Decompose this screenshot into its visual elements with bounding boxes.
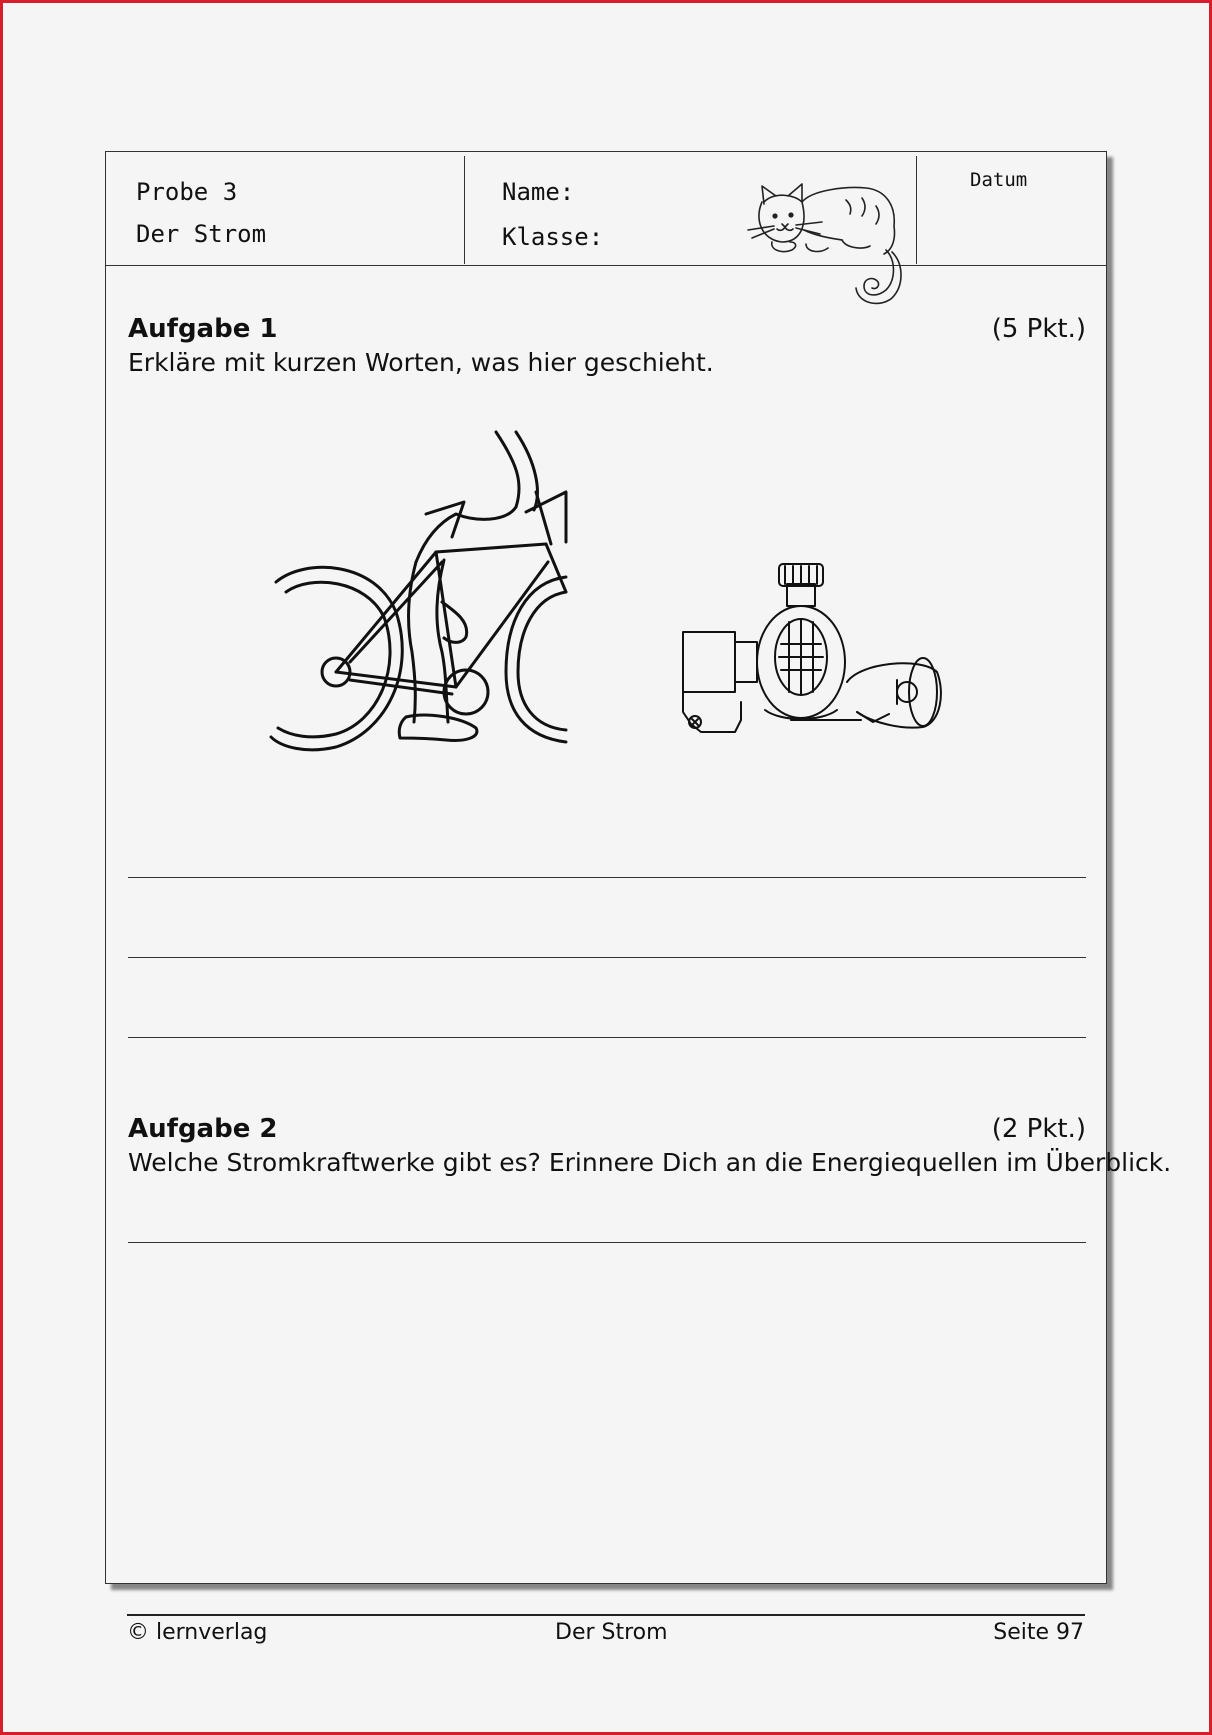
task-2-prompt: Welche Stromkraftwerke gibt es? Erinnere Dich an die Energiequellen im Überblick.	[128, 1148, 1172, 1177]
answer-line[interactable]	[128, 957, 1086, 958]
footer-page-number: Seite 97	[993, 1620, 1084, 1645]
answer-line[interactable]	[128, 877, 1086, 878]
task-1-prompt: Erkläre mit kurzen Worten, was hier geschieht.	[128, 348, 714, 377]
answer-line[interactable]	[128, 1242, 1086, 1243]
dynamo-illustration	[661, 562, 951, 742]
cat-illustration	[746, 180, 926, 320]
task-2-points: (2 Pkt.)	[991, 1114, 1086, 1144]
probe-label: Probe 3	[136, 178, 238, 206]
footer-title: Der Strom	[555, 1620, 668, 1645]
answer-line[interactable]	[128, 1037, 1086, 1038]
footer-publisher: © lernverlag	[127, 1620, 268, 1645]
topic-label: Der Strom	[136, 220, 267, 248]
bicycle-illustration	[266, 432, 566, 762]
task-1-points: (5 Pkt.)	[991, 314, 1086, 344]
worksheet	[105, 151, 1172, 1584]
date-field-label: Datum	[970, 169, 1028, 191]
name-field-label: Name:	[502, 178, 575, 206]
task-2-title: Aufgabe 2	[128, 1114, 278, 1144]
class-field-label: Klasse:	[502, 223, 604, 251]
task-1-title: Aufgabe 1	[128, 314, 278, 344]
worksheet-header	[106, 152, 1106, 266]
footer-rule	[127, 1614, 1085, 1616]
header-divider	[464, 156, 465, 264]
